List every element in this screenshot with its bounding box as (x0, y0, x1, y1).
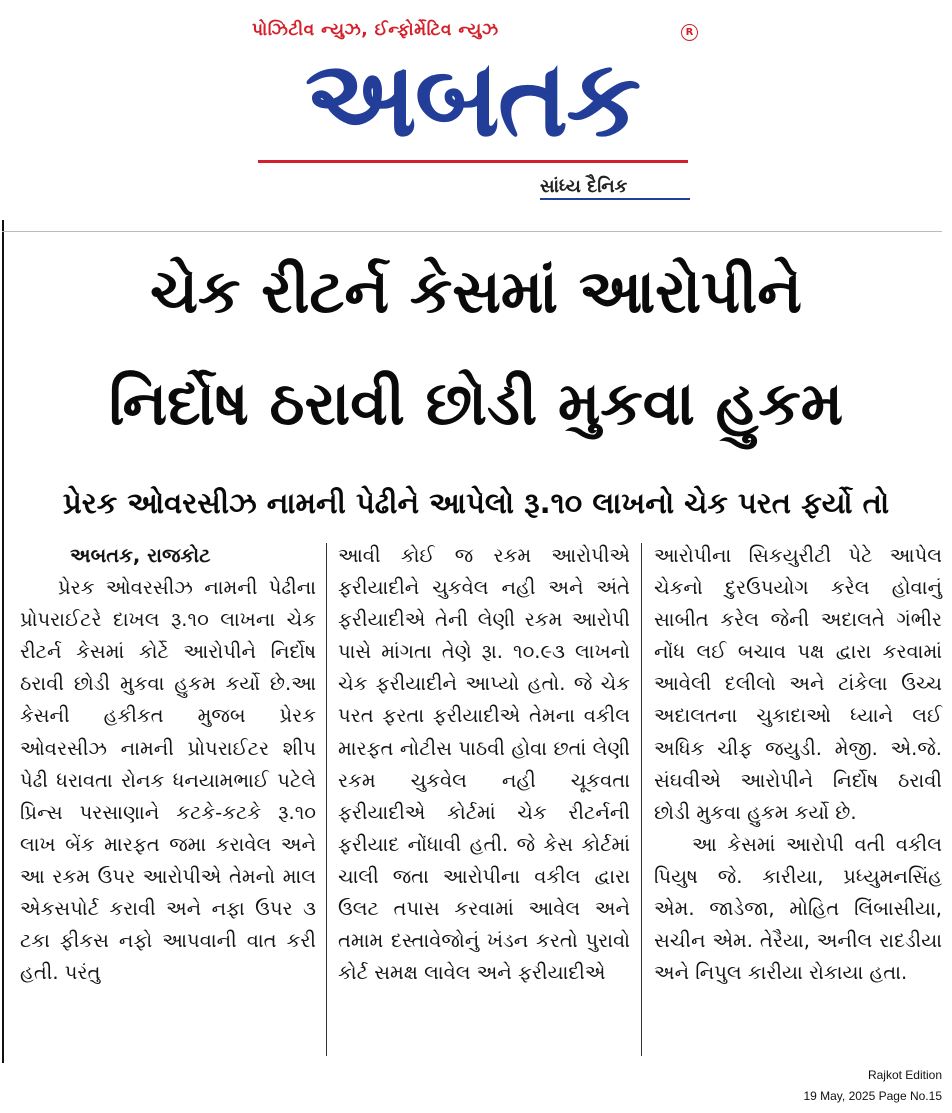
column-3-paragraph-1: આરોપીના સિકયુરીટી પેટે આપેલ ચેકનો દુરઉપયોગ કરેલ હોવાનું સાબીત કરેલ જેની અદાલતે ગંભીર નોંધ લઈ બચાવ પક્ષ દ્વારા કરવામાં આવેલી દલીલો અને ટાંકેલા ઉચ્ચ અદાલતના ચુકાદાઓ ધ્યાને લઈ અધિક ચીફ જયુડી. મેજી. એ.જે. સંઘવીએ આરોપીને નિર્દોષ ઠરાવી છોડી મુકવા હુકમ કર્યો છે. (654, 544, 942, 824)
column-3-paragraph-2: આ કેસમાં આરોપી વતી વકીલ પિયુષ જે. કારીયા, પ્રધ્યુમનસિંહ એમ. જાડેજા, મોહિત લિંબાસીયા, સચીન એમ. તેરૈયા, અનીલ રાદડીયા અને નિપુલ કારીયા રોકાયા હતા. (654, 832, 942, 985)
column-divider-1 (326, 543, 327, 1056)
dateline: અબતક, રાજકોટ (70, 544, 211, 567)
column-2-text: આવી કોઈ જ રકમ આરોપીએ ફરીયાદીને ચુકવેલ નહી અને અંતે ફરીયાદીએ તેની લેણી રકમ આરોપી પાસે માંગતા તેણે રૂા. ૧૦.૯૩ લાખનો ચેક ફરીયાદીને આપ્યો હતો. જે ચેક પરત ફરતા ફરીયાદીએ તેમના વકીલ મારફત નોટીસ પાઠવી હોવા છતાં લેણી રકમ ચુકવેલ નહી ચૂકવતા ફરીયાદીએ કોર્ટમાં ચેક રીટર્નની ફરીયાદ નોંધાવી હતી. જે કેસ કોર્ટમાં ચાલી જતા આરોપીના વકીલ દ્વારા ઉલટ તપાસ કરવામાં આવેલ અને તમામ દસ્તાવેજોનું ખંડન કરતો પુરાવો કોર્ટ સમક્ષ લાવેલ અને ફરીયાદીએ (338, 544, 630, 985)
logo-underline (258, 160, 688, 163)
masthead-subtitle: સાંધ્ય દૈનિક (540, 176, 628, 197)
article-column-3 (654, 540, 942, 989)
top-divider (2, 231, 942, 232)
column-1-text: પ્રેરક ઓવરસીઝ નામની પેઢીના પ્રોપરાઈટરે દાખલ રૂ.૧૦ લાખના ચેક રીટર્ન કેસમાં કોર્ટે આરોપીને નિર્દોષ ઠરાવી છોડી મુકવા હુકમ કર્યો છે.આ કેસની હકીકત મુજબ પ્રેરક ઓવરસીઝ નામની પ્રોપરાઈટર શીપ પેઢી ધરાવતા રોનક ધનયામભાઈ પટેલે પ્રિન્સ પરસાણાને કટકે-કટકે રૂ.૧૦ લાખ બેંક મારફત જમા કરાવેલ અને આ રકમ ઉપર આરોપીએ તેમનો માલ એકસપોર્ટ કરાવી અને નફા ઉપર ૩ ટકા ફીકસ નફો આપવાની વાત કરી હતી. પરંતુ (20, 576, 316, 985)
edition-label: Rajkot Edition (867, 1068, 942, 1082)
subheadline: પ્રેરક ઓવરસીઝ નામની પેઢીને આપેલો રૂ.૧૦ લાખનો ચેક પરત ફર્યો તો (62, 486, 890, 520)
headline-line-2: નિર્દોષ ઠરાવી છોડી મુકવા હુકમ (108, 369, 844, 439)
article-column-1 (20, 540, 316, 989)
masthead (0, 0, 952, 215)
subtitle-underline (540, 198, 690, 200)
newspaper-logo: અબતક (304, 38, 640, 160)
left-border-rule (2, 220, 4, 1063)
masthead-tagline: પોઝિટીવ ન્યુઝ, ઈન્ફોર્મેટિવ ન્યુઝ (252, 20, 499, 40)
article-column-2 (338, 540, 630, 989)
headline-line-1: ચેક રીટર્ન કેસમાં આરોપીને (150, 257, 802, 327)
page-info: 19 May, 2025 Page No.15 (803, 1089, 942, 1103)
registered-trademark-icon: R (681, 24, 698, 41)
column-divider-2 (641, 543, 642, 1056)
